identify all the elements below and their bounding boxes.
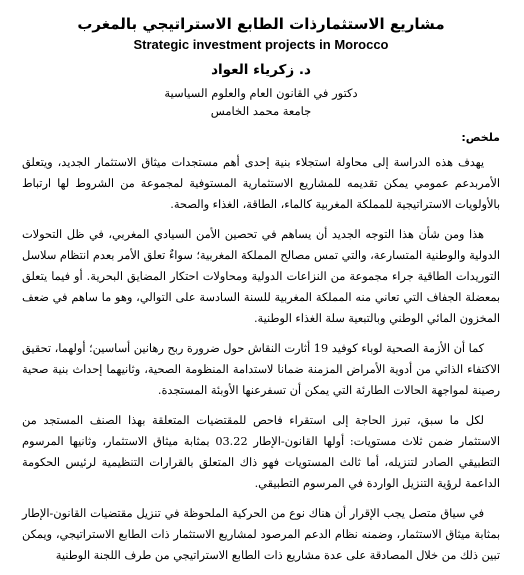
author-affiliation-degree: دكتور في القانون العام والعلوم السياسية xyxy=(164,86,358,100)
summary-paragraph-2: هذا ومن شأن هذا التوجه الجديد أن يساهم في تحصين الأمن السيادي المغربي، في ظل التحولات الدولية والوطنية المتسارعة، والتي تمس مصالح المملكة المغربية؛ سواءٌ تعلق الأمر بعدم انتظام سلاسل التوريدات الطاقية جراء مجموعة من النزاعات الدولية ومحاولات احتكار المضايق البحرية. أو فيما يتعلق بمعضلة الجفاف التي تعاني منه المملكة المغربية للسنة السادسة على التوالي، وهو ما ساهم في ضعف المخزون المائي الوطني وبالتبعية سلة الغذاء الوطنية. xyxy=(22,228,500,325)
paper-page xyxy=(22,14,500,575)
summary-paragraph-1: يهدف هذه الدراسة إلى محاولة استجلاء بنية إحدى أهم مستجدات ميثاق الاستثمار الجديد، ويتعلق الأمربدعم عمومي يمكن تقديمه للمشاريع الاستثمارية المستوفية لمجموعة من الشروط لها ارتباط بالأولويات الاستراتيجية للمملكة المغربية كالماء، الطاقة، الغذاء والصحة. xyxy=(22,156,500,211)
summary-heading: ملخص: xyxy=(461,131,500,144)
author-name: د. زكرياء العواد xyxy=(211,62,311,78)
summary-paragraph-3: كما أن الأزمة الصحية لوباء كوفيد 19 أثارت النقاش حول ضرورة ربح رهانين أساسين؛ أولهما، تحقيق الاكتفاء الذاتي من أدوية الأمراض المزمنة ضمانا لاستدامة المنظومة الصحية، وثانيهما إحداث بنية صحية رصينة لمواجهة الحالات الطارئة التي يمكن أن تسفرعنها الأوبئة المستجدة. xyxy=(22,342,500,397)
paper-title-english: Strategic investment projects in Morocco xyxy=(133,37,389,52)
author-affiliation-university: جامعة محمد الخامس xyxy=(210,104,312,118)
summary-paragraph-5: في سياق متصل يجب الإقرار أن هناك نوع من الحركية الملحوظة في تنزيل مقتضيات القانون-الإطار بمثابة ميثاق الاستثمار، وضمنه نظام الدعم المرصود لمشاريع الاستثمار ذات الطابع الاستراتيجي، ويمكن تبين ذلك من خلال المصادقة على عدة مشاريع ذات الطابع الاستراتيجي من طرف اللجنة الوطنية xyxy=(22,507,500,562)
paper-title-arabic: مشاريع الاستثمارذات الطابع الاستراتيجي بالمغرب xyxy=(77,15,445,33)
summary-paragraph-4: لكل ما سبق، تبرز الحاجة إلى استقراء فاحص للمقتضيات المتعلقة بهذا الصنف المستجد من الاستثمار ضمن ثلاث مستويات: أولها القانون-الإطار 03.22 بمثابة ميثاق الاستثمار، وثانيها المرسوم التطبيقي الصادر لتنزيله، أما ثالث المستويات فهو ذاك المتعلق بالقرارات التنظيمية لرئيس الحكومة الداعمة لرؤية التنزيل الواردة في المرسوم التطبيقي. xyxy=(22,414,500,490)
